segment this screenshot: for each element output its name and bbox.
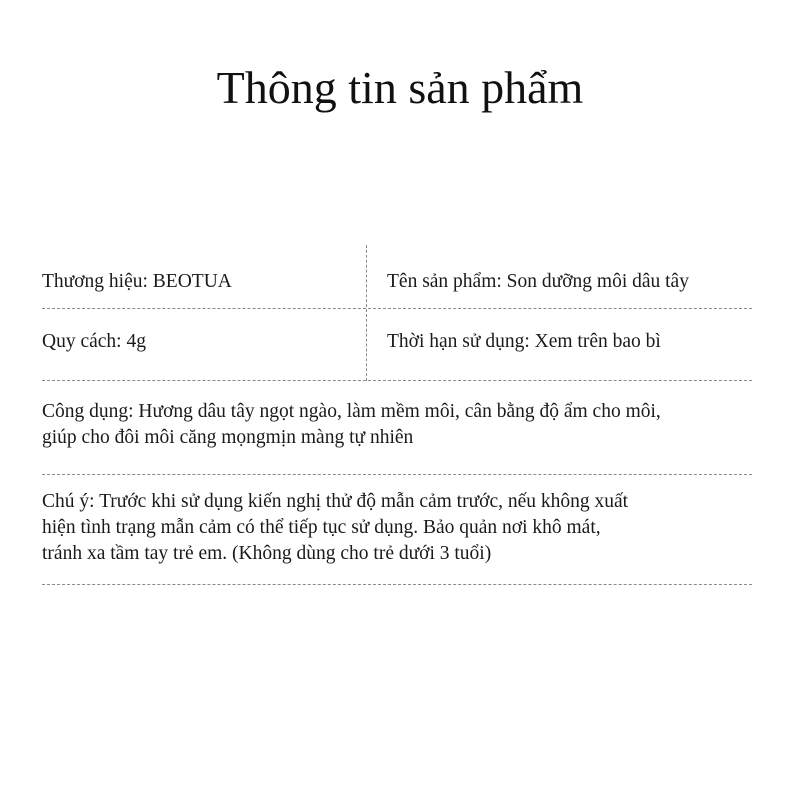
table-row-brand: [42, 245, 752, 309]
usage-line: giúp cho đôi môi căng mọngmịn màng tự nhiên: [42, 427, 414, 448]
note-cell: [42, 489, 754, 567]
expiry-cell: Thời hạn sử dụng: Xem trên bao bì: [387, 331, 661, 352]
note-line: tránh xa tầm tay trẻ em. (Không dùng cho trẻ dưới 3 tuổi): [42, 543, 492, 564]
table-row-spec: [42, 309, 752, 381]
product-info-table: [42, 245, 752, 585]
brand-cell: Thương hiệu: BEOTUA: [42, 271, 232, 292]
note-line: hiện tình trạng mẫn cảm có thể tiếp tục sử dụng. Bảo quản nơi khô mát,: [42, 517, 601, 538]
usage-line: Công dụng: Hương dâu tây ngọt ngào, làm mềm môi, cân bằng độ ẩm cho môi,: [42, 401, 661, 422]
note-line: Chú ý: Trước khi sử dụng kiến nghị thử độ mẫn cảm trước, nếu không xuất: [42, 491, 629, 512]
product-name-cell: Tên sản phẩm: Son dưỡng môi dâu tây: [387, 271, 689, 292]
table-row-usage: [42, 381, 752, 475]
table-row-note: [42, 475, 752, 585]
usage-cell: [42, 399, 754, 451]
spec-cell: Quy cách: 4g: [42, 331, 146, 352]
page-title: Thông tin sản phẩm: [216, 62, 584, 113]
